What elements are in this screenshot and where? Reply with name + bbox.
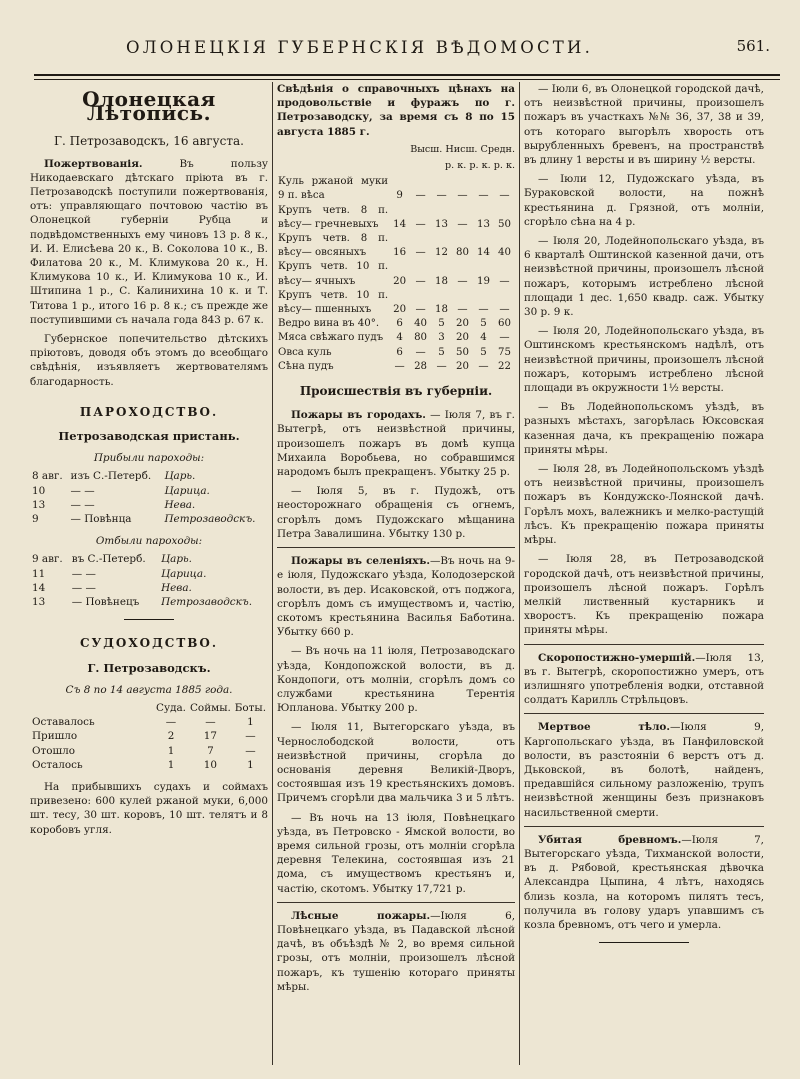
price-cell: — [415, 304, 426, 316]
price-header: Высш. Нисш. Средн. [410, 143, 515, 155]
price-label: Сѣна пудъ [278, 360, 334, 372]
cell: — [245, 744, 256, 757]
page-header [34, 30, 780, 78]
price-cell: — [478, 304, 489, 316]
row-label: Оставалось [32, 716, 95, 729]
arrived-date: 13 [32, 498, 46, 511]
separator-rule [277, 547, 515, 548]
arrived-row [30, 498, 268, 512]
arrived-ship: Нева. [164, 498, 196, 511]
departed-ship: Петрозаводскъ. [161, 596, 253, 609]
price-cell: — [436, 190, 447, 202]
price-row [277, 232, 515, 260]
departed-table [30, 552, 268, 609]
departed-row [30, 595, 268, 609]
header-rule-thin [34, 79, 780, 80]
price-cell: 6 [396, 318, 403, 330]
forest-fires-lead: Лѣсные пожары. [291, 909, 431, 922]
arrived-ship: Царь. [164, 470, 196, 483]
cell: 1 [247, 758, 254, 771]
departed-ship: Нева. [161, 581, 192, 594]
price-cell: — [415, 346, 426, 358]
price-cell: 13 [435, 218, 449, 230]
price-cell: 9 [396, 190, 403, 202]
price-cell: — [478, 360, 489, 372]
departed-ship: Царица. [161, 567, 207, 580]
donations-text: Въ пользу Никодаевскаго дѣтскаго пріюта въ г. Петрозаводскѣ поступили пожертвованія, отъ: управляющаго почтовою частію въ Олонецкой губерніи Рубца и подвѣдомственныхъ ему чиновъ 13 р. 8 к., И. И. Елисѣева 20 к., В. Соколова 10 к., В. Филатова 20 к., М. Климукова 20 к., Н. Климукова 10 к., И. Климукова 10 к., И. Штипина 1 р., С. Калинихина 10 к. и Т. Титова 1 р., итого 16 р. 8 к.; съ прежде же поступившими съ начала года 843 р. 67 к. [30, 157, 268, 326]
price-row [277, 360, 515, 374]
fires-towns-paragraph [277, 408, 515, 479]
departed-date: 13 [32, 596, 46, 609]
newspaper-title: ОЛОНЕЦКІЯ ГУБЕРНСКІЯ ВѢДОМОСТИ. [126, 38, 594, 57]
price-label: Ведро вина въ 40°. [278, 318, 380, 330]
price-units: р. к. р. к. р. к. [445, 160, 515, 172]
price-cell: 22 [497, 360, 511, 372]
price-cell: 50 [497, 218, 511, 230]
cell: 1 [247, 716, 254, 729]
price-label: Крупъ четв. 10 п. вѣсу— ячныхъ [278, 261, 389, 287]
price-cell: — [457, 275, 468, 287]
dead-body-text: —Іюля 9, Каргопольскаго уѣзда, въ Панфиловской волости, въ разстояніи 6 верстъ отъ д. Дьковской, въ болотѣ, найденъ, предавшійся сильному разложенію, трупъ неизвѣстной женщины безъ признаковъ насильственной смерти. [524, 721, 764, 819]
price-label: Мяса свѣжаго пудъ [278, 332, 384, 344]
sudden-death-paragraph [524, 651, 764, 708]
price-cell: 12 [435, 247, 449, 259]
arrived-from: изъ С.-Петерб. [70, 470, 152, 483]
cargo-paragraph: На прибывшихъ судахъ и соймахъ привезено: 600 кулей ржаной муки, 6,000 шт. тесу, 30 шт. коровъ, 10 шт. телятъ и 8 коробовъ угля. [30, 780, 268, 836]
chronicle-title: Олонецкая Лѣтопись. [82, 87, 216, 126]
price-cell: — [457, 218, 468, 230]
cell: — [165, 716, 177, 729]
fires-villages-paragraph [277, 554, 515, 639]
shipping-row [30, 758, 268, 772]
price-cell: 16 [393, 247, 407, 259]
departed-date: 9 авг. [32, 553, 63, 566]
arrived-row [30, 512, 268, 526]
departed-from: въ С.-Петерб. [71, 553, 146, 566]
killed-by-log-lead: Убитая бревномъ. [538, 833, 682, 846]
price-cell: 20 [393, 275, 407, 287]
burakovo-paragraph: — Іюли 12, Пудожскаго уѣзда, въ Бураковской волости, на пожнѣ крестьянина д. Грязной, отъ молніи, сгорѣло сѣна на 4 р. [524, 173, 764, 228]
price-cell: — [436, 360, 447, 372]
price-label: Куль ржаной муки 9 п. вѣса [278, 176, 389, 202]
killed-by-log-paragraph [524, 833, 764, 932]
price-label: Овса куль [278, 346, 332, 358]
column-1 [30, 82, 268, 1065]
price-cell: — [457, 190, 468, 202]
price-cell: 14 [476, 247, 490, 259]
price-cell: 40 [414, 318, 428, 330]
separator-rule [524, 826, 764, 827]
price-cell: 6 [396, 346, 403, 358]
oshta-allotment-paragraph: — Іюля 20, Лодейнопольскаго уѣзда, въ Оштинскомъ крестьянскомъ надѣлѣ, отъ неизвѣстной причины, произошелъ лѣсной пожаръ, которымъ истреблено лѣсной площади въ окружности 1½ версты. [524, 325, 764, 395]
price-cell: — [499, 190, 510, 202]
departed-from: — — [71, 581, 96, 594]
sudden-death-text: —Іюля 13, въ г. Вытегрѣ, скоропостижно умеръ, отъ излишняго употребленія водки, отставной солдатъ Карилль Стрѣльцовъ. [524, 651, 764, 707]
price-label: Крупъ четв. 8 п. вѣсу— овсяныхъ [278, 233, 389, 259]
vytegra-paragraph: — Іюля 11, Вытегорскаго уѣзда, въ Чернослободской волости, отъ неизвѣстной причины, сгорѣла до основанія деревня Великій-Дворъ, состоявшая изъ 19 крестьянскихъ домовъ. Причемъ сгорѣли два мальчика 3 и 5 лѣтъ. [277, 721, 515, 805]
shipping-header-row [30, 701, 268, 715]
fires-villages-text: —Въ ночь на 9-е іюля, Пудожскаго уѣзда, Колодозерской волости, въ дер. Исаковской, отъ поджога, сгорѣлъ домъ съ имуществомъ и, частію, скотомъ крестьянина Василья Баботина. Убытку 660 р. [277, 555, 515, 639]
departed-from: — — [71, 567, 96, 580]
price-row [277, 346, 515, 360]
col-header: Соймы. [189, 701, 231, 714]
price-label: Крупъ четв. 10 п. вѣсу— пшенныхъ [278, 289, 389, 316]
arrived-ship: Царица. [164, 484, 210, 497]
price-cell: 5 [438, 318, 445, 330]
forest-fires-paragraph [277, 909, 515, 994]
price-cell: 60 [497, 318, 511, 330]
price-cell: — [499, 275, 510, 287]
separator-rule [277, 902, 515, 903]
donations-paragraph [30, 157, 268, 327]
price-cell: — [415, 218, 426, 230]
cell: — [245, 730, 256, 743]
fires-towns-lead: Пожары въ городахъ. [291, 409, 426, 422]
price-label: Крупъ четв. 8 п. вѣсу— гречневыхъ [278, 204, 389, 230]
price-cell: — [415, 275, 426, 287]
price-row [277, 289, 515, 317]
shipping-row [30, 729, 268, 743]
shipping-place: Г. Петрозаводскъ. [87, 660, 211, 675]
column-divider [272, 82, 273, 1065]
arrived-date: 9 [32, 513, 39, 526]
sudden-death-lead: Скоропостижно-умершій. [538, 651, 696, 664]
departed-ship: Царь. [161, 553, 192, 566]
cell: 17 [203, 730, 217, 743]
cell: 10 [203, 758, 217, 771]
separator-rule [524, 713, 764, 714]
cell: 1 [167, 744, 175, 757]
arrived-label: Прибыли пароходы: [93, 452, 205, 465]
shipping-row [30, 744, 268, 758]
departed-date: 11 [32, 567, 46, 580]
price-cell: 50 [456, 346, 469, 358]
prices-table [277, 175, 515, 374]
arrived-date: 8 авг. [32, 470, 63, 483]
shipping-row [30, 715, 268, 729]
donations-lead: Пожертвованія. [44, 157, 143, 170]
arrived-row [30, 469, 268, 483]
price-cell: — [457, 304, 468, 316]
fires-villages-lead: Пожары въ селеніяхъ. [291, 555, 430, 568]
price-cell: — [415, 190, 426, 202]
page-number: 561. [736, 37, 770, 55]
separator-rule [524, 644, 764, 645]
shipping-period: Съ 8 по 14 августа 1885 года. [65, 683, 233, 696]
departed-row [30, 552, 268, 566]
cell: 1 [167, 758, 175, 771]
price-cell: 40 [497, 247, 511, 259]
price-cell: 75 [497, 346, 511, 358]
price-cell: 14 [393, 218, 407, 230]
kondužsko-paragraph: — Іюля 28, въ Лодейнопольскомъ уѣздѣ отъ неизвѣстной причины, произошелъ пожаръ въ Кондужско-Лоянской дачѣ. Горѣлъ мохъ, валежникъ и мелко-растущій лѣсъ. Къ прекращенію пожара приняты мѣры. [524, 463, 764, 547]
dead-body-lead: Мертвое тѣло. [538, 721, 670, 734]
price-cell: 18 [435, 304, 449, 316]
price-cell: 13 [476, 218, 490, 230]
arrived-from: — — [70, 484, 95, 497]
telekina-paragraph: — Въ ночь на 13 іюля, Повѣнецкаго уѣзда, въ Петровско - Ямской волости, во время сильной грозы, отъ молніи сгорѣла деревня Телекина, состоявшая изъ 21 дома, съ имуществомъ крестьянъ и, частію, скотомъ. Убытку 17,721 р. [277, 811, 515, 895]
killed-by-log-text: —Іюля 7, Вытегорскаго уѣзда, Тихманской волости, въ д. Рябовой, крестьянская дѣвочка Александра Цыпина, 4 лѣтъ, находясь близь козла, на которомъ пилятъ тесъ, получила въ голову ударъ упавшимъ съ козла бревномъ, отъ чего и умерла. [524, 833, 764, 931]
cell: 7 [207, 744, 214, 757]
price-cell: 5 [480, 318, 487, 330]
shipping-table [30, 701, 268, 772]
price-row [277, 204, 515, 232]
price-row [277, 331, 515, 345]
price-cell: 20 [393, 304, 407, 316]
fires-towns-text: — Іюля 7, въ г. Вытегрѣ, отъ неизвѣстной причины, произошелъ пожаръ въ домѣ купца Михаила Воробьева, но собравшимся народомъ былъ прекращенъ. Убытку 25 р. [277, 409, 515, 479]
price-cell: 20 [456, 318, 469, 330]
price-cell: — [394, 360, 405, 372]
price-cell: 20 [456, 360, 469, 372]
departed-from: — Повѣнецъ [71, 596, 140, 609]
kondopoga-paragraph: — Въ ночь на 11 іюля, Петрозаводскаго уѣзда, Кондопожской волости, въ д. Кондопоги, отъ молніи, сгорѣлъ домъ со службами крестьянина Терентія Юпланова. Убытку 200 р. [277, 645, 515, 715]
price-cell: 28 [414, 360, 428, 372]
price-cell: 5 [438, 346, 445, 358]
yuksovskaya-paragraph: — Въ Лодейнопольскомъ уѣздѣ, въ разныхъ мѣстахъ, загорѣлась Юксовская казенная дача, къ прекращенію пожара приняты мѣры. [524, 401, 764, 456]
departed-row [30, 581, 268, 595]
price-cell: — [478, 190, 489, 202]
price-row [277, 260, 515, 288]
petrozavodsk-dacha-paragraph: — Іюля 28, въ Петрозаводской городской дачѣ, отъ неизвѣстной причины, произошелъ лѣсной пожаръ. Горѣлъ мелкій лиственный кустарникъ и хворостъ. Къ прекращенію пожара приняты мѣры. [524, 553, 764, 637]
row-label: Осталось [32, 758, 83, 771]
oshta-dacha-paragraph: — Іюля 20, Лодейнопольскаго уѣзда, въ 6 кварталѣ Оштинской казенной дачи, отъ неизвѣстной причины, произошелъ лѣсной пожаръ, которымъ истреблено лѣсной площади 1 дес. 1,650 квадр. саж. Убытку 30 р. 9 к. [524, 235, 764, 319]
row-label: Пришло [32, 730, 78, 743]
pudozh-paragraph: — Іюля 5, въ г. Пудожѣ, отъ неосторожнаго обращенія съ огнемъ, сгорѣлъ домъ Пудожскаго мѣщанина Петра Завалишина. Убытку 130 р. [277, 485, 515, 540]
cell: — [205, 716, 216, 729]
end-rule [599, 942, 689, 943]
price-cell: — [499, 304, 510, 316]
pier-title: Петрозаводская пристань. [58, 429, 240, 444]
price-cell: 20 [456, 332, 469, 344]
price-cell: — [415, 247, 426, 259]
olonets-fire-paragraph: — Іюли 6, въ Олонецкой городской дачѣ, отъ неизвѣстной причины, произошелъ пожаръ въ участкахъ №№ 36, 37, 38 и 39, отъ котораго выгорѣлъ хворость отъ вырубленныхъ бревенъ, на пространствѣ въ длину 1 версты и въ ширину ½ версты. [524, 83, 764, 167]
price-cell: 5 [480, 346, 487, 358]
price-cell: 4 [480, 332, 487, 344]
chronicle-dateline: Г. Петрозаводскъ, 16 августа. [54, 134, 244, 149]
departed-label: Отбыли пароходы: [95, 535, 203, 548]
arrived-ship: Петрозаводскъ. [164, 513, 256, 526]
price-cell: — [499, 332, 510, 344]
departed-date: 14 [32, 581, 46, 594]
arrived-from: — Повѣнца [70, 513, 132, 526]
price-cell: 18 [435, 275, 449, 287]
row-label: Отошло [32, 744, 76, 757]
price-cell: 80 [456, 247, 469, 259]
departed-row [30, 567, 268, 581]
shipping-title: СУДОХОДСТВО. [79, 636, 219, 651]
price-row [277, 175, 515, 203]
cell: 2 [167, 730, 175, 743]
incidents-title: Происшествія въ губерніи. [299, 384, 493, 399]
prices-title: Свѣдѣнія о справочныхъ цѣнахъ на продовольствіе и фуражъ по г. Петрозаводску, за время съ 8 по 15 августа 1885 г. [277, 83, 515, 138]
price-cell: 3 [438, 332, 445, 344]
column-3 [524, 82, 764, 1065]
council-paragraph: Губернское попечительство дѣтскихъ пріютовъ, доводя объ этомъ до всеобщаго свѣдѣнія, изъявляетъ жертвователямъ благодарность. [30, 333, 268, 388]
arrived-row [30, 484, 268, 498]
dead-body-paragraph [524, 720, 764, 819]
col-header: Суда. [156, 701, 186, 714]
column-divider [519, 82, 520, 1065]
steamship-title: ПАРОХОДСТВО. [79, 404, 219, 419]
separator-rule [124, 619, 174, 620]
price-row [277, 317, 515, 331]
col-header: Боты. [234, 701, 266, 714]
arrived-from: — — [70, 498, 95, 511]
arrived-date: 10 [32, 484, 46, 497]
arrived-table [30, 469, 268, 526]
column-2 [277, 82, 515, 1065]
price-cell: 19 [476, 275, 490, 287]
price-cell: 4 [396, 332, 403, 344]
price-cell: 80 [414, 332, 428, 344]
header-rule [34, 74, 780, 76]
forest-fires-text: —Іюля 6, Повѣнецкаго уѣзда, въ Падавской лѣсной дачѣ, въ объѣздѣ № 2, во время сильной грозы, отъ молніи, произошелъ лѣсной пожаръ, къ тушенію котораго приняты мѣры. [277, 909, 515, 993]
